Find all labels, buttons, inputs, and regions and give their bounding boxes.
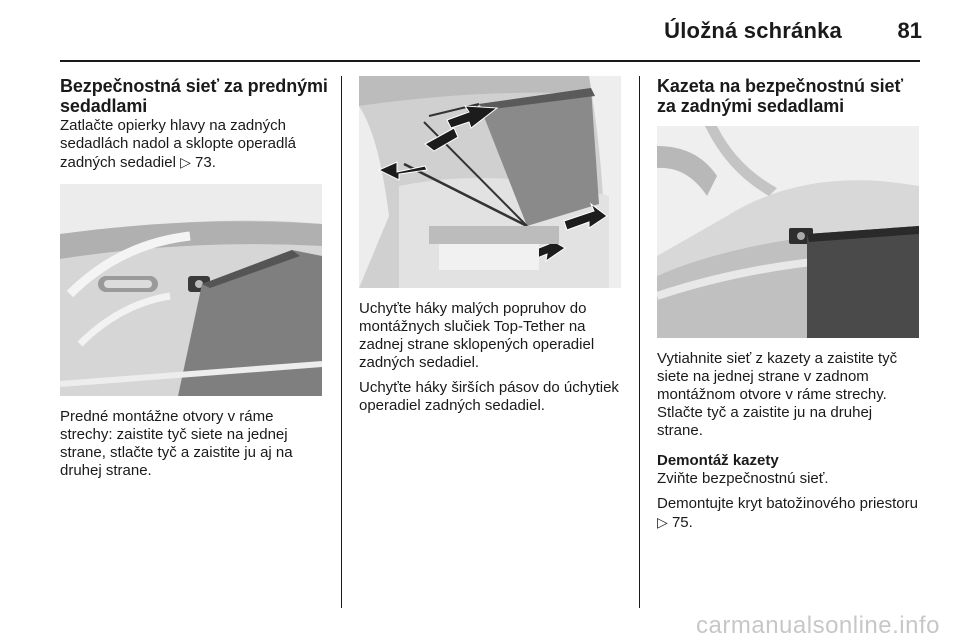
reference-arrow-icon: ▷ — [657, 514, 668, 530]
watermark: carmanualsonline.info — [696, 612, 940, 639]
page-title: Úložná schránka — [664, 18, 842, 43]
column-divider-2 — [639, 76, 640, 608]
paragraph-wide-straps: Uchyťte háky širších pásov do úchytiek operadiel zadných sedadiel. — [359, 379, 619, 414]
page-reference-link[interactable]: 73. — [195, 154, 216, 171]
column-divider-1 — [341, 76, 342, 608]
figure-rear-tether — [359, 76, 621, 288]
section-heading-front-net: Bezpečnostná sieť za prednými sedadlami — [60, 76, 328, 116]
page-number: 81 — [897, 18, 922, 43]
figure-caption-front: Predné montážne otvory v ráme strechy: zaistite tyč siete na jednej strane, stlačte tyč a zaistite ju aj na druhej strane. — [60, 408, 293, 479]
intro-paragraph — [60, 117, 330, 172]
column-2 — [359, 76, 623, 415]
page-reference-link[interactable]: 75. — [671, 514, 693, 531]
column-1 — [60, 76, 330, 480]
paragraph-top-tether: Uchyťte háky malých popruhov do montážnych slučiek Top-Tether na zadnej strane sklopených operadiel zadných sedadiel. — [359, 300, 595, 371]
paragraph-pull-net: Vytiahnite sieť z kazety a zaistite tyč siete na jednej strane v zadnom montážnom otvore v ráme strechy. Stlačte tyč a zaistite ju na druhej strane. — [657, 350, 898, 439]
reference-arrow-icon: ▷ — [180, 154, 191, 170]
subheading-cassette-removal: Demontáž kazety — [657, 452, 779, 469]
intro-text: Zatlačte opierky hlavy na zadných sedadlách nadol a sklopte operadlá zadných sedadiel — [60, 117, 297, 171]
paragraph-roll-net: Zviňte bezpečnostnú sieť. — [657, 470, 829, 487]
figure-rear-cassette — [657, 126, 919, 338]
figure-front-mounting — [60, 184, 322, 396]
column-3 — [657, 76, 922, 532]
section-heading-rear-cassette: Kazeta na bezpečnostnú sieť za zadnými sedadlami — [657, 76, 903, 116]
paragraph-remove-cover — [657, 495, 922, 532]
header-divider — [60, 60, 920, 62]
remove-cover-text: Demontujte kryt batožinového priestoru — [657, 495, 918, 512]
